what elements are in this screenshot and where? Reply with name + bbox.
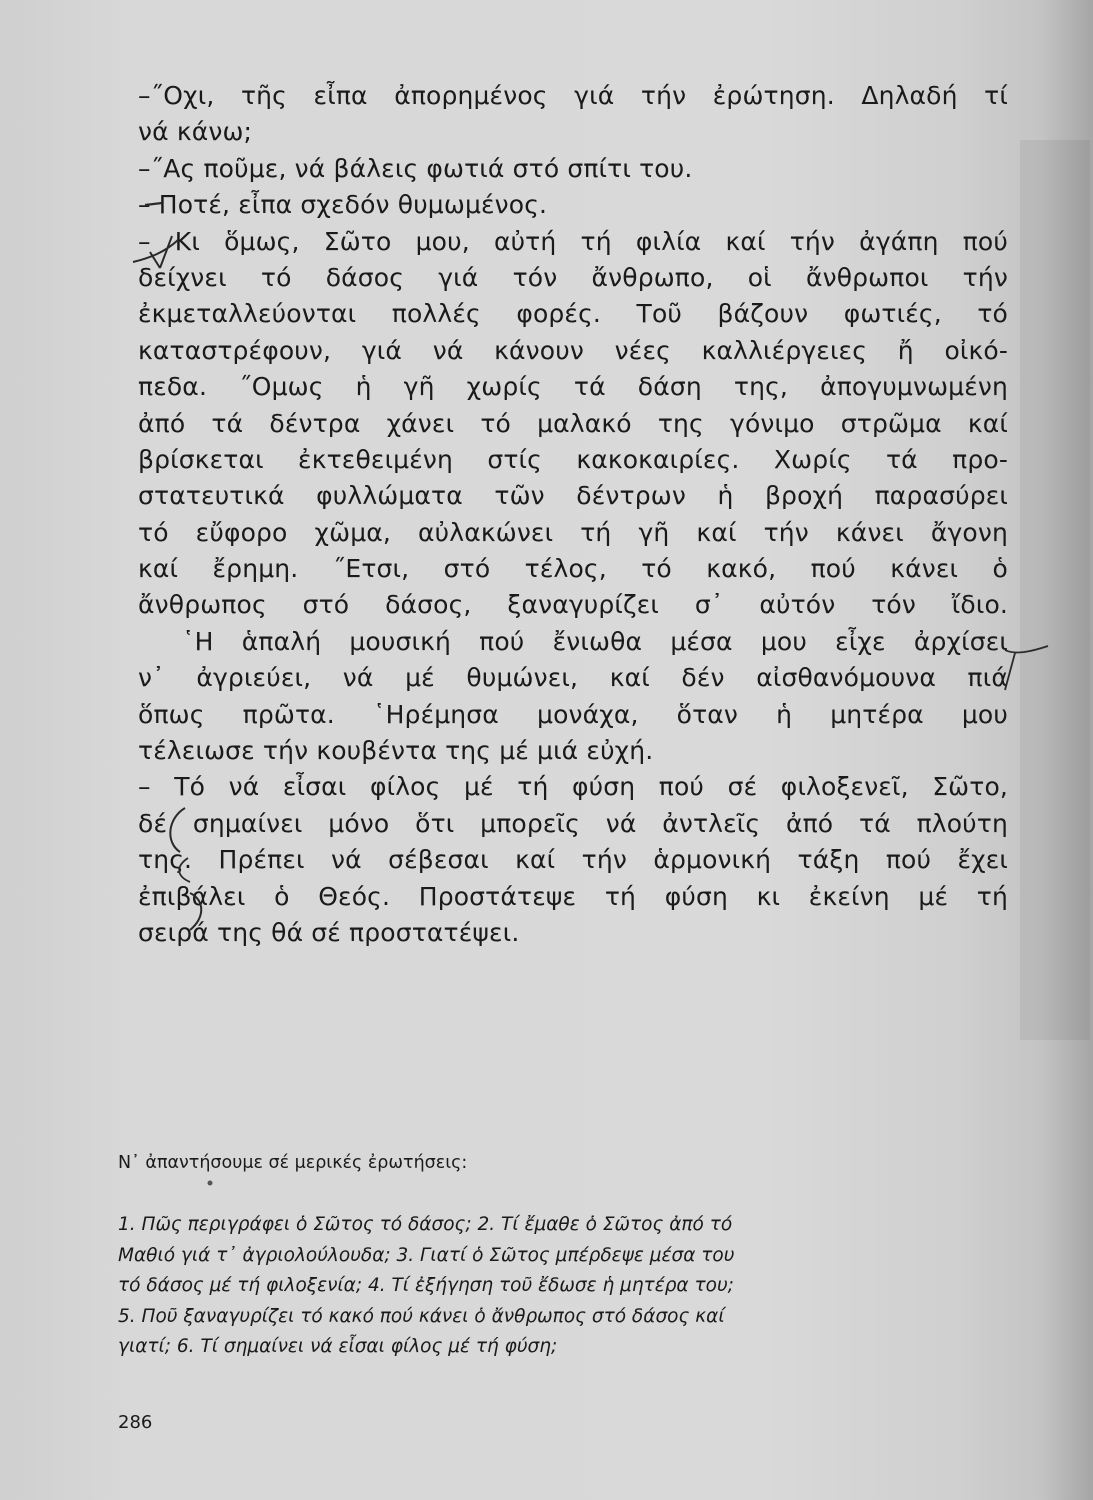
question-line: τό δάσος μέ τή φιλοξενία; 4. Τί ἐξήγηση τοῦ ἔδωσε ἡ μητέρα του; <box>118 1275 734 1296</box>
text-line: δέ σημαίνει μόνο ὅτι μπορεῖς νά ἀντλεῖς ἀπό τά πλούτη <box>138 808 1008 838</box>
text-line: δείχνει τό δάσος γιά τόν ἄνθρωπο, οἱ ἄνθρωποι τήν <box>138 262 1008 292</box>
text-line: βρίσκεται ἐκτεθειμένη στίς κακοκαιρίες. Χωρίς τά προ- <box>138 444 1008 474</box>
text-line: καί ἔρημη. ˝Ετσι, στό τέλος, τό κακό, πού κάνει ὁ <box>138 554 1008 584</box>
questions-list <box>118 1210 980 1363</box>
text-line: – Κι ὅμως, Σῶτο μου, αὐτή τή φιλία καί τήν ἀγάπη πού <box>138 226 1008 256</box>
text-line: ἐπιβάλει ὁ Θεός. Προστάτεψε τή φύση κι ἐκείνη μέ τή <box>138 881 1008 911</box>
stray-dot <box>208 1181 213 1186</box>
text-line: ν᾽ ἀγριεύει, νά μέ θυμώνει, καί δέν αἰσθανόμουνα πιά <box>138 663 1008 693</box>
text-line: της. Πρέπει νά σέβεσαι καί τήν ἁρμονική τάξη πού ἔχει <box>138 845 1008 875</box>
question-line: 1. Πῶς περιγράφει ὁ Σῶτος τό δάσος; 2. Τί ἔμαθε ὁ Σῶτος ἀπό τό <box>118 1214 733 1235</box>
text-line: ἄνθρωπος στό δάσος, ξαναγυρίζει σ᾽ αὐτόν τόν ἴδιο. <box>138 590 1008 620</box>
question-line: γιατί; 6. Τί σημαίνει νά εἶσαι φίλος μέ τή φύση; <box>118 1336 558 1357</box>
text-line: –˝Ας ποῦμε, νά βάλεις φωτιά στό σπίτι του. <box>138 153 693 183</box>
text-line: τέλειωσε τήν κουβέντα της μέ μιά εὐχή. <box>138 736 654 766</box>
text-line: στατευτικά φυλλώματα τῶν δέντρων ἡ βροχή παρασύρει <box>138 481 1008 511</box>
question-line: Μαθιό γιά τ᾽ ἀγριολούλουδα; 3. Γιατί ὁ Σῶτος μπέρδεψε μέσα του <box>118 1244 735 1266</box>
question-line: 5. Ποῦ ξαναγυρίζει τό κακό πού κάνει ὁ ἄνθρωπος στό δάσος καί <box>118 1305 725 1327</box>
text-line: νά κάνω; <box>138 117 253 147</box>
text-line: σειρά της θά σέ προστατέψει. <box>138 917 520 947</box>
story-text <box>138 78 1008 951</box>
page-edge-shadow <box>1040 0 1093 1500</box>
text-line: ὅπως πρῶτα. ῾Ηρέμησα μονάχα, ὅταν ἡ μητέρα μου <box>138 699 1008 729</box>
text-line: καταστρέφουν, γιά νά κάνουν νέες καλλιέργειες ἤ οἰκό- <box>138 335 1008 365</box>
text-line: –˝Οχι, τῆς εἶπα ἀπορημένος γιά τήν ἐρώτηση. Δηλαδή τί <box>138 81 1008 110</box>
text-line: – Τό νά εἶσαι φίλος μέ τή φύση πού σέ φιλοξενεῖ, Σῶτο, <box>138 772 1008 802</box>
questions-prompt: Ν᾽ ἀπαντήσουμε σέ μερικές ἐρωτήσεις: <box>118 1153 468 1173</box>
page-number: 286 <box>118 1412 153 1433</box>
text-line: πεδα. ˝Ομως ἡ γῆ χωρίς τά δάση της, ἀπογυμνωμένη <box>138 372 1008 402</box>
text-line: ἐκμεταλλεύονται πολλές φορές. Τοῦ βάζουν φωτιές, τό <box>138 299 1008 329</box>
text-line: – Ποτέ, εἶπα σχεδόν θυμωμένος. <box>138 190 548 220</box>
text-line: ῾Η ἁπαλή μουσική πού ἔνιωθα μέσα μου εἶχε ἀρχίσει <box>182 626 1008 656</box>
text-line: ἀπό τά δέντρα χάνει τό μαλακό της γόνιμο στρῶμα καί <box>138 408 1008 438</box>
text-line: τό εὔφορο χῶμα, αὐλακώνει τή γῆ καί τήν κάνει ἄγονη <box>138 517 1008 547</box>
